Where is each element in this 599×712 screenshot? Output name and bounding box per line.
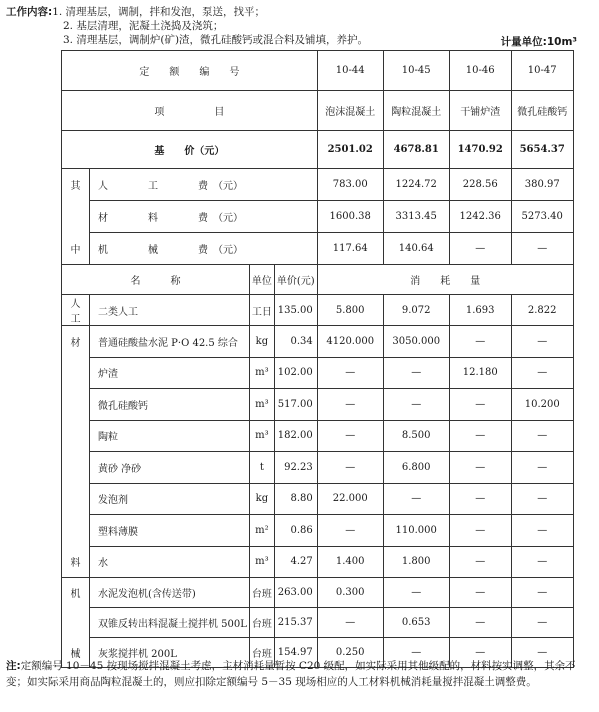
- resource-unit: 台班: [249, 608, 274, 638]
- cost-value: 1600.38: [317, 201, 383, 233]
- item-label: 项 目: [62, 91, 318, 131]
- cost-value: 380.97: [511, 169, 573, 201]
- consumption-value: —: [449, 515, 511, 547]
- work-content-line3: [63, 34, 368, 47]
- resource-price: 263.00: [274, 578, 317, 608]
- code-label: 定 额 编 号: [62, 51, 318, 91]
- consumption-value: —: [511, 578, 573, 608]
- labor-group-label: 人 工: [62, 295, 90, 326]
- resource-unit: m²: [249, 515, 274, 547]
- cost-group-label: [62, 201, 90, 233]
- resource-price: 135.00: [274, 295, 317, 326]
- consumption-value: 6.800: [383, 452, 449, 484]
- item-name: 干铺炉渣: [449, 91, 511, 131]
- resource-name: 二类人工: [90, 295, 250, 326]
- resource-unit: m³: [249, 546, 274, 578]
- footnote: [6, 658, 591, 690]
- consumption-value: 22.000: [317, 483, 383, 515]
- resource-unit: 台班: [249, 578, 274, 608]
- material-group-label: [62, 420, 90, 452]
- consumption-value: 3050.000: [383, 326, 449, 358]
- resource-name: 黄砂 净砂: [90, 452, 250, 484]
- consumption-header: 消 耗 量: [317, 265, 573, 295]
- resource-price: 0.86: [274, 515, 317, 547]
- resource-price: 182.00: [274, 420, 317, 452]
- consumption-value: 10.200: [511, 389, 573, 421]
- consumption-value: —: [511, 326, 573, 358]
- consumption-value: 1.800: [383, 546, 449, 578]
- material-group-label: [62, 452, 90, 484]
- cost-value: 1242.36: [449, 201, 511, 233]
- consumption-value: —: [449, 546, 511, 578]
- base-price: 5654.37: [511, 131, 573, 169]
- cost-row: [62, 201, 574, 233]
- consumption-value: —: [317, 357, 383, 389]
- machine-row: [62, 578, 574, 608]
- resource-name: 水: [90, 546, 250, 578]
- machine-group-label: 机: [62, 578, 90, 608]
- resource-name: 普通硅酸盐水泥 P·O 42.5 综合: [90, 326, 250, 358]
- name-header: 名 称: [62, 265, 250, 295]
- code-row: [62, 51, 574, 91]
- resource-price: 215.37: [274, 608, 317, 638]
- work-content-text2: 2. 基层清理，泥凝土浇捣及浇筑；: [63, 20, 224, 32]
- cost-value: 1224.72: [383, 169, 449, 201]
- resource-name: 双锥反转出料混凝土搅拌机 500L: [90, 608, 250, 638]
- detail-header-row: [62, 265, 574, 295]
- material-group-label: 料: [62, 546, 90, 578]
- resource-name: 水泥发泡机(含传送带): [90, 578, 250, 608]
- consumption-value: —: [449, 483, 511, 515]
- consumption-value: —: [511, 452, 573, 484]
- labor-row: [62, 295, 574, 326]
- cost-value: 140.64: [383, 233, 449, 265]
- resource-unit: m³: [249, 389, 274, 421]
- consumption-value: —: [449, 578, 511, 608]
- unit-header: 单位: [249, 265, 274, 295]
- work-content-label: 工作内容:: [6, 6, 53, 18]
- cost-value: —: [511, 233, 573, 265]
- resource-unit: 工日: [249, 295, 274, 326]
- footnote-text: 定额编号 10－45 按现场搅拌混凝土考虑，主材消耗量暂按 C20 级配，如实际采用其他级配的，材料按实调整，其余不变；如实际采用商品陶粒混凝土的，则应扣除定额编号 5－35 现场相应的人工材料机械消耗量搅拌混凝土调整费。: [6, 660, 576, 688]
- resource-price: 0.34: [274, 326, 317, 358]
- consumption-value: —: [317, 515, 383, 547]
- resource-name: 发泡剂: [90, 483, 250, 515]
- material-row: [62, 357, 574, 389]
- material-row: [62, 546, 574, 578]
- consumption-value: —: [449, 326, 511, 358]
- consumption-value: —: [317, 420, 383, 452]
- cost-label: 材 料 费 （元）: [90, 201, 318, 233]
- cost-value: —: [449, 233, 511, 265]
- resource-name: 塑料薄膜: [90, 515, 250, 547]
- quota-code: 10-47: [511, 51, 573, 91]
- consumption-value: —: [317, 452, 383, 484]
- consumption-value: —: [449, 452, 511, 484]
- work-content-text1: 1. 清理基层，调制，拌和发泡，泵送，找平；: [52, 6, 266, 18]
- work-content-line2: [63, 20, 223, 33]
- machine-row: [62, 608, 574, 638]
- resource-name: 微孔硅酸钙: [90, 389, 250, 421]
- material-row: [62, 389, 574, 421]
- resource-unit: t: [249, 452, 274, 484]
- material-row: [62, 483, 574, 515]
- resource-name: 陶粒: [90, 420, 250, 452]
- base-price: 1470.92: [449, 131, 511, 169]
- consumption-value: —: [383, 483, 449, 515]
- resource-price: 92.23: [274, 452, 317, 484]
- work-content-text3: 3. 清理基层，调制炉(矿)渣，微孔硅酸钙或混合料及铺填，养护。: [63, 34, 369, 46]
- cost-value: 117.64: [317, 233, 383, 265]
- material-row: [62, 326, 574, 358]
- consumption-value: —: [511, 483, 573, 515]
- material-group-label: 材: [62, 326, 90, 358]
- footnote-label: 注:: [6, 660, 21, 672]
- consumption-value: —: [449, 608, 511, 638]
- measurement-unit: 计量单位:10m³: [500, 36, 577, 48]
- consumption-value: 2.822: [511, 295, 573, 326]
- material-group-label: [62, 389, 90, 421]
- cost-value: 228.56: [449, 169, 511, 201]
- resource-name: 炉渣: [90, 357, 250, 389]
- resource-unit: 台班: [249, 638, 274, 668]
- work-content-line1: [6, 6, 265, 19]
- cost-value: 5273.40: [511, 201, 573, 233]
- consumption-value: —: [511, 420, 573, 452]
- material-row: [62, 420, 574, 452]
- consumption-value: 5.800: [317, 295, 383, 326]
- consumption-value: —: [383, 389, 449, 421]
- material-row: [62, 452, 574, 484]
- item-row: [62, 91, 574, 131]
- cost-group-label: 其: [62, 169, 90, 201]
- consumption-value: —: [511, 515, 573, 547]
- consumption-value: —: [449, 389, 511, 421]
- material-row: [62, 515, 574, 547]
- consumption-value: —: [383, 357, 449, 389]
- item-name: 泡沫混凝土: [317, 91, 383, 131]
- quota-code: 10-46: [449, 51, 511, 91]
- cost-row: [62, 233, 574, 265]
- cost-label: 人 工 费 （元）: [90, 169, 318, 201]
- consumption-value: 12.180: [449, 357, 511, 389]
- resource-price: 8.80: [274, 483, 317, 515]
- resource-unit: m³: [249, 420, 274, 452]
- quota-code: 10-44: [317, 51, 383, 91]
- material-group-label: [62, 483, 90, 515]
- machine-group-label: 械: [62, 638, 90, 668]
- consumption-value: —: [317, 389, 383, 421]
- cost-row: [62, 169, 574, 201]
- quota-code: 10-45: [383, 51, 449, 91]
- quota-table: [61, 50, 574, 668]
- consumption-value: —: [511, 546, 573, 578]
- cost-value: 783.00: [317, 169, 383, 201]
- consumption-value: —: [449, 420, 511, 452]
- resource-price: 102.00: [274, 357, 317, 389]
- consumption-value: —: [449, 638, 511, 668]
- material-group-label: [62, 357, 90, 389]
- resource-unit: kg: [249, 326, 274, 358]
- base-price: 2501.02: [317, 131, 383, 169]
- resource-price: 517.00: [274, 389, 317, 421]
- consumption-value: 110.000: [383, 515, 449, 547]
- resource-price: 154.97: [274, 638, 317, 668]
- price-header: 单价(元): [274, 265, 317, 295]
- cost-label: 机 械 费 （元）: [90, 233, 318, 265]
- resource-price: 4.27: [274, 546, 317, 578]
- item-name: 陶粒混凝土: [383, 91, 449, 131]
- consumption-value: 9.072: [383, 295, 449, 326]
- consumption-value: —: [383, 578, 449, 608]
- consumption-value: —: [383, 638, 449, 668]
- consumption-value: —: [511, 357, 573, 389]
- resource-unit: m³: [249, 357, 274, 389]
- resource-name: 灰浆搅拌机 200L: [90, 638, 250, 668]
- consumption-value: —: [511, 608, 573, 638]
- consumption-value: 0.653: [383, 608, 449, 638]
- machine-group-label: [62, 608, 90, 638]
- consumption-value: 1.400: [317, 546, 383, 578]
- cost-group-label: 中: [62, 233, 90, 265]
- consumption-value: —: [317, 608, 383, 638]
- cost-value: 3313.45: [383, 201, 449, 233]
- material-group-label: [62, 515, 90, 547]
- item-name: 微孔硅酸钙: [511, 91, 573, 131]
- base-price-label: 基 价（元）: [62, 131, 318, 169]
- consumption-value: 0.250: [317, 638, 383, 668]
- consumption-value: —: [511, 638, 573, 668]
- consumption-value: 8.500: [383, 420, 449, 452]
- base-price-row: [62, 131, 574, 169]
- consumption-value: 4120.000: [317, 326, 383, 358]
- resource-unit: kg: [249, 483, 274, 515]
- base-price: 4678.81: [383, 131, 449, 169]
- consumption-value: 1.693: [449, 295, 511, 326]
- consumption-value: 0.300: [317, 578, 383, 608]
